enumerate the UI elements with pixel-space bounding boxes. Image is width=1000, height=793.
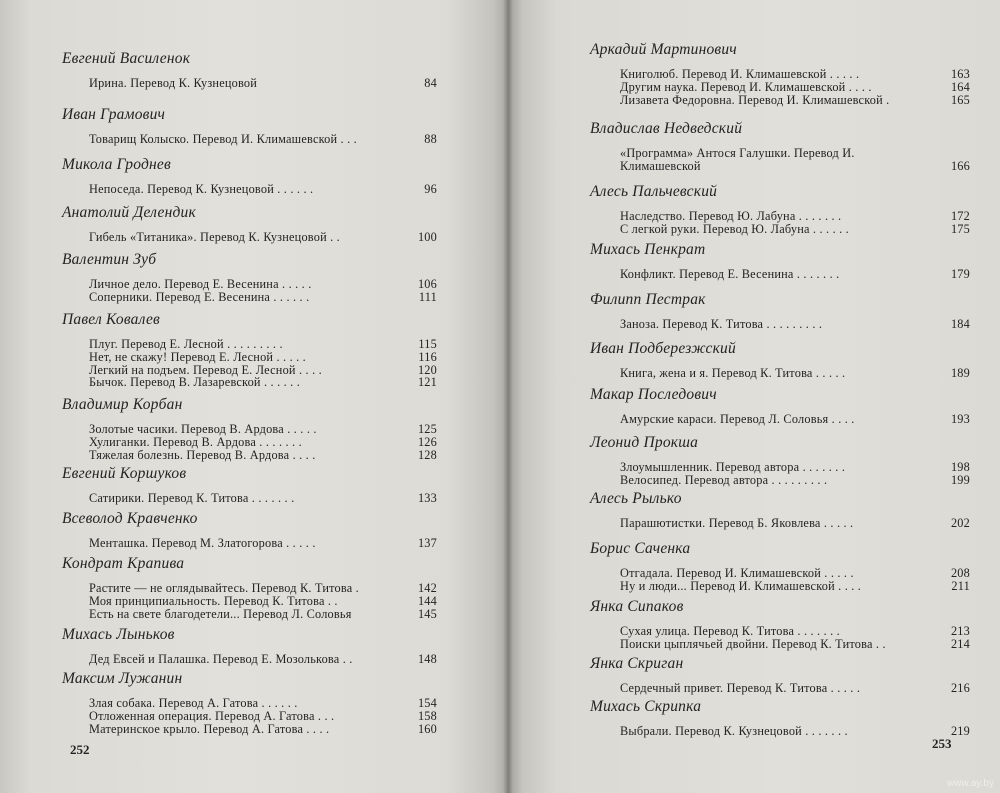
entry-title: Моя принципиальность. Перевод К. Титова . . xyxy=(89,593,338,608)
author-name: Янка Сипаков xyxy=(590,598,684,615)
entry-title: Сухая улица. Перевод К. Титова . . . . . . . xyxy=(620,624,840,638)
entry-title: Есть на свете благодетели... Перевод Л. Соловья xyxy=(89,606,352,621)
entry-page-number: 106 xyxy=(417,277,437,291)
author-name: Алесь Пальчевский xyxy=(590,183,718,200)
entry-list xyxy=(89,653,437,666)
right-page-number: 253 xyxy=(932,736,952,751)
author-name: Кондрат Крапива xyxy=(62,555,185,572)
toc-entry xyxy=(620,517,970,530)
author-name: Иван Грамович xyxy=(62,106,166,123)
entry-page-number: 128 xyxy=(417,447,437,462)
entry-page-number: 165 xyxy=(950,92,970,107)
entry-list xyxy=(620,725,970,738)
toc-entry xyxy=(89,653,437,666)
entry-title: Лизавета Федоровна. Перевод И. Климашевской . xyxy=(620,92,890,107)
toc-entry xyxy=(620,580,970,593)
entry-page-number: 158 xyxy=(417,708,437,723)
toc-section xyxy=(62,396,437,461)
entry-title: Заноза. Перевод К. Титова . . . . . . . . . xyxy=(620,317,823,331)
toc-section xyxy=(62,50,437,90)
entry-title: Сатирики. Перевод К. Титова . . . . . . . xyxy=(89,491,295,505)
toc-entry xyxy=(620,474,970,487)
entry-title: Другим наука. Перевод И. Климашевской . . . . xyxy=(620,79,872,94)
toc-section xyxy=(590,241,970,281)
entry-title: С легкой руки. Перевод Ю. Лабуна . . . . . . xyxy=(620,221,849,236)
entry-list xyxy=(89,492,437,505)
author-name: Михась Лыньков xyxy=(62,626,175,643)
entry-page-number: 172 xyxy=(950,209,970,223)
toc-section xyxy=(590,183,970,236)
toc-section xyxy=(590,120,970,173)
entry-title: Личное дело. Перевод Е. Весенина . . . . . xyxy=(89,277,312,291)
entry-page-number: 88 xyxy=(424,132,437,146)
entry-title: Злоумышленник. Перевод автора . . . . . . . xyxy=(620,460,846,474)
entry-title: Ирина. Перевод К. Кузнецовой xyxy=(89,76,258,90)
toc-entry xyxy=(89,492,437,505)
entry-page-number: 189 xyxy=(950,366,970,380)
entry-page-number: 121 xyxy=(417,375,437,390)
toc-entry xyxy=(620,725,970,738)
toc-entry xyxy=(89,608,437,621)
entry-list xyxy=(620,567,970,593)
author-name: Анатолий Делендик xyxy=(62,204,196,221)
entry-page-number: 175 xyxy=(950,221,970,236)
toc-entry xyxy=(89,723,437,736)
entry-page-number: 164 xyxy=(950,79,970,94)
toc-section xyxy=(590,434,970,487)
entry-list xyxy=(620,68,970,106)
author-name: Евгений Коршуков xyxy=(62,465,187,482)
toc-entry xyxy=(620,682,970,695)
toc-section xyxy=(590,41,970,106)
entry-title: Менташка. Перевод М. Златогорова . . . . . xyxy=(89,536,316,550)
entry-title: Амурские караси. Перевод Л. Соловья . . . . xyxy=(620,412,855,426)
toc-entry xyxy=(89,537,437,550)
entry-page-number: 208 xyxy=(950,566,970,580)
toc-section xyxy=(590,386,970,426)
entry-title: Непоседа. Перевод К. Кузнецовой . . . . . . xyxy=(89,182,314,196)
entry-page-number: 96 xyxy=(424,182,437,196)
entry-title: Нет, не скажу! Перевод Е. Лесной . . . . . xyxy=(89,349,306,364)
entry-page-number: 100 xyxy=(417,230,437,244)
entry-list xyxy=(89,423,437,461)
entry-page-number: 126 xyxy=(417,434,437,449)
author-name: Филипп Пестрак xyxy=(590,291,706,308)
toc-entry xyxy=(620,367,970,380)
entry-title: Товарищ Колыско. Перевод И. Климашевской . . . xyxy=(89,132,357,146)
entry-list xyxy=(89,231,437,244)
entry-page-number: 193 xyxy=(950,412,970,426)
entry-title: Книга, жена и я. Перевод К. Титова . . . . . xyxy=(620,366,846,380)
entry-title: Тяжелая болезнь. Перевод В. Ардова . . . . xyxy=(89,447,316,462)
entry-page-number: 202 xyxy=(950,516,970,530)
toc-entry xyxy=(620,318,970,331)
entry-page-number: 160 xyxy=(417,721,437,736)
author-name: Валентин Зуб xyxy=(62,251,157,268)
toc-section xyxy=(62,510,437,550)
book-spine-shadow xyxy=(503,0,513,793)
entry-title: Соперники. Перевод Е. Весенина . . . . . . xyxy=(89,289,310,304)
entry-page-number: 216 xyxy=(950,681,970,695)
entry-list xyxy=(620,367,970,380)
entry-list xyxy=(620,517,970,530)
author-name: Аркадий Мартинович xyxy=(590,41,737,58)
author-name: Борис Саченка xyxy=(590,540,691,557)
entry-list xyxy=(620,461,970,487)
entry-title: Легкий на подъем. Перевод Е. Лесной . . . . xyxy=(89,362,322,377)
toc-section xyxy=(62,626,437,666)
entry-page-number: 84 xyxy=(424,76,437,90)
author-name: Михась Скрипка xyxy=(590,698,702,715)
entry-list xyxy=(620,318,970,331)
toc-section xyxy=(62,465,437,505)
entry-list xyxy=(620,210,970,236)
entry-title: Отгадала. Перевод И. Климашевской . . . . . xyxy=(620,566,854,580)
entry-page-number: 179 xyxy=(950,267,970,281)
entry-page-number: 219 xyxy=(950,724,970,738)
entry-title: Дед Евсей и Палашка. Перевод Е. Мозолькова . . xyxy=(89,652,353,666)
toc-entry xyxy=(620,638,970,651)
entry-title: Выбрали. Перевод К. Кузнецовой . . . . . . . xyxy=(620,724,848,738)
entry-list xyxy=(620,147,970,173)
entry-list xyxy=(89,77,437,90)
toc-section xyxy=(62,670,437,735)
toc-section xyxy=(590,490,970,530)
entry-page-number: 142 xyxy=(417,581,437,595)
entry-page-number: 213 xyxy=(950,624,970,638)
entry-page-number: 148 xyxy=(417,652,437,666)
entry-title: Гибель «Титаника». Перевод К. Кузнецовой . . xyxy=(89,230,340,244)
entry-page-number: 145 xyxy=(417,606,437,621)
author-name: Максим Лужанин xyxy=(62,670,183,687)
toc-section xyxy=(62,156,437,196)
entry-page-number: 137 xyxy=(417,536,437,550)
author-name: Павел Ковалев xyxy=(62,311,160,328)
entry-list xyxy=(89,697,437,735)
entry-page-number: 116 xyxy=(418,349,437,364)
toc-section xyxy=(62,106,437,146)
entry-list xyxy=(620,413,970,426)
entry-page-number: 144 xyxy=(417,593,437,608)
entry-title: Бычок. Перевод В. Лазаревской . . . . . . xyxy=(89,375,301,390)
author-name: Микола Гроднев xyxy=(62,156,171,173)
entry-title: Конфликт. Перевод Е. Весенина . . . . . . . xyxy=(620,267,840,281)
author-name: Алесь Рылько xyxy=(590,490,682,507)
author-name: Леонид Прокша xyxy=(590,434,699,451)
toc-entry xyxy=(89,133,437,146)
entry-list xyxy=(89,582,437,620)
entry-page-number: 199 xyxy=(950,472,970,487)
left-page-number: 252 xyxy=(70,742,90,757)
toc-section xyxy=(62,251,437,304)
entry-list xyxy=(89,183,437,196)
author-name: Всеволод Кравченко xyxy=(62,510,198,527)
entry-title: Книголюб. Перевод И. Климашевской . . . . . xyxy=(620,67,860,81)
toc-section xyxy=(62,555,437,620)
entry-list xyxy=(620,268,970,281)
entry-title: Отложенная операция. Перевод А. Гатова . . . xyxy=(89,708,335,723)
entry-page-number: 133 xyxy=(417,491,437,505)
author-name: Макар Последович xyxy=(590,386,717,403)
toc-entry xyxy=(89,77,437,90)
entry-page-number: 198 xyxy=(950,460,970,474)
entry-list xyxy=(620,625,970,651)
entry-page-number: 154 xyxy=(417,696,437,710)
entry-page-number: 184 xyxy=(950,317,970,331)
toc-section xyxy=(590,540,970,593)
entry-list xyxy=(89,278,437,304)
author-name: Владимир Корбан xyxy=(62,396,183,413)
author-name: Евгений Василенок xyxy=(62,50,191,67)
entry-title: Парашютистки. Перевод Б. Яковлева . . . . . xyxy=(620,516,854,530)
toc-section xyxy=(590,598,970,651)
entry-title: «Программа» Антося Галушки. Перевод И. Климашевской xyxy=(620,146,855,173)
toc-entry xyxy=(620,147,970,173)
entry-title: Велосипед. Перевод автора . . . . . . . . . xyxy=(620,472,828,487)
entry-list xyxy=(620,682,970,695)
toc-entry xyxy=(89,231,437,244)
toc-section xyxy=(62,204,437,244)
entry-title: Сердечный привет. Перевод К. Титова . . . . . xyxy=(620,681,861,695)
entry-title: Ну и люди... Перевод И. Климашевской . . . . xyxy=(620,578,862,593)
entry-list xyxy=(89,133,437,146)
entry-page-number: 111 xyxy=(418,289,437,304)
entry-list xyxy=(89,338,437,389)
author-name: Иван Подберезжский xyxy=(590,340,736,357)
toc-entry xyxy=(89,376,437,389)
entry-title: Материнское крыло. Перевод А. Гатова . . . . xyxy=(89,721,330,736)
toc-section xyxy=(590,698,970,738)
entry-title: Поиски цыплячьей двойни. Перевод К. Титова . . xyxy=(620,636,886,651)
toc-entry xyxy=(620,268,970,281)
toc-entry xyxy=(620,413,970,426)
toc-section xyxy=(62,311,437,389)
author-name: Янка Скриган xyxy=(590,655,684,672)
watermark-text: www.ay.by xyxy=(946,778,994,789)
entry-page-number: 163 xyxy=(950,67,970,81)
entry-title: Хулиганки. Перевод В. Ардова . . . . . . . xyxy=(89,434,302,449)
entry-title: Золотые часики. Перевод В. Ардова . . . . . xyxy=(89,422,317,436)
toc-entry xyxy=(620,94,970,107)
entry-title: Злая собака. Перевод А. Гатова . . . . . . xyxy=(89,696,298,710)
entry-title: Растите — не оглядывайтесь. Перевод К. Титова . xyxy=(89,581,359,595)
toc-entry xyxy=(620,223,970,236)
entry-page-number: 214 xyxy=(950,636,970,651)
toc-section xyxy=(590,340,970,380)
entry-title: Наследство. Перевод Ю. Лабуна . . . . . . . xyxy=(620,209,842,223)
entry-list xyxy=(89,537,437,550)
entry-page-number: 115 xyxy=(418,337,437,351)
toc-entry xyxy=(89,291,437,304)
entry-page-number: 125 xyxy=(417,422,437,436)
entry-page-number: 120 xyxy=(417,362,437,377)
entry-title: Плуг. Перевод Е. Лесной . . . . . . . . . xyxy=(89,337,283,351)
toc-section xyxy=(590,291,970,331)
toc-section xyxy=(590,655,970,695)
toc-entry xyxy=(89,183,437,196)
author-name: Владислав Недведский xyxy=(590,120,743,137)
author-name: Михась Пенкрат xyxy=(590,241,706,258)
entry-page-number: 211 xyxy=(951,578,970,593)
toc-entry xyxy=(89,449,437,462)
entry-page-number: 166 xyxy=(950,158,970,173)
